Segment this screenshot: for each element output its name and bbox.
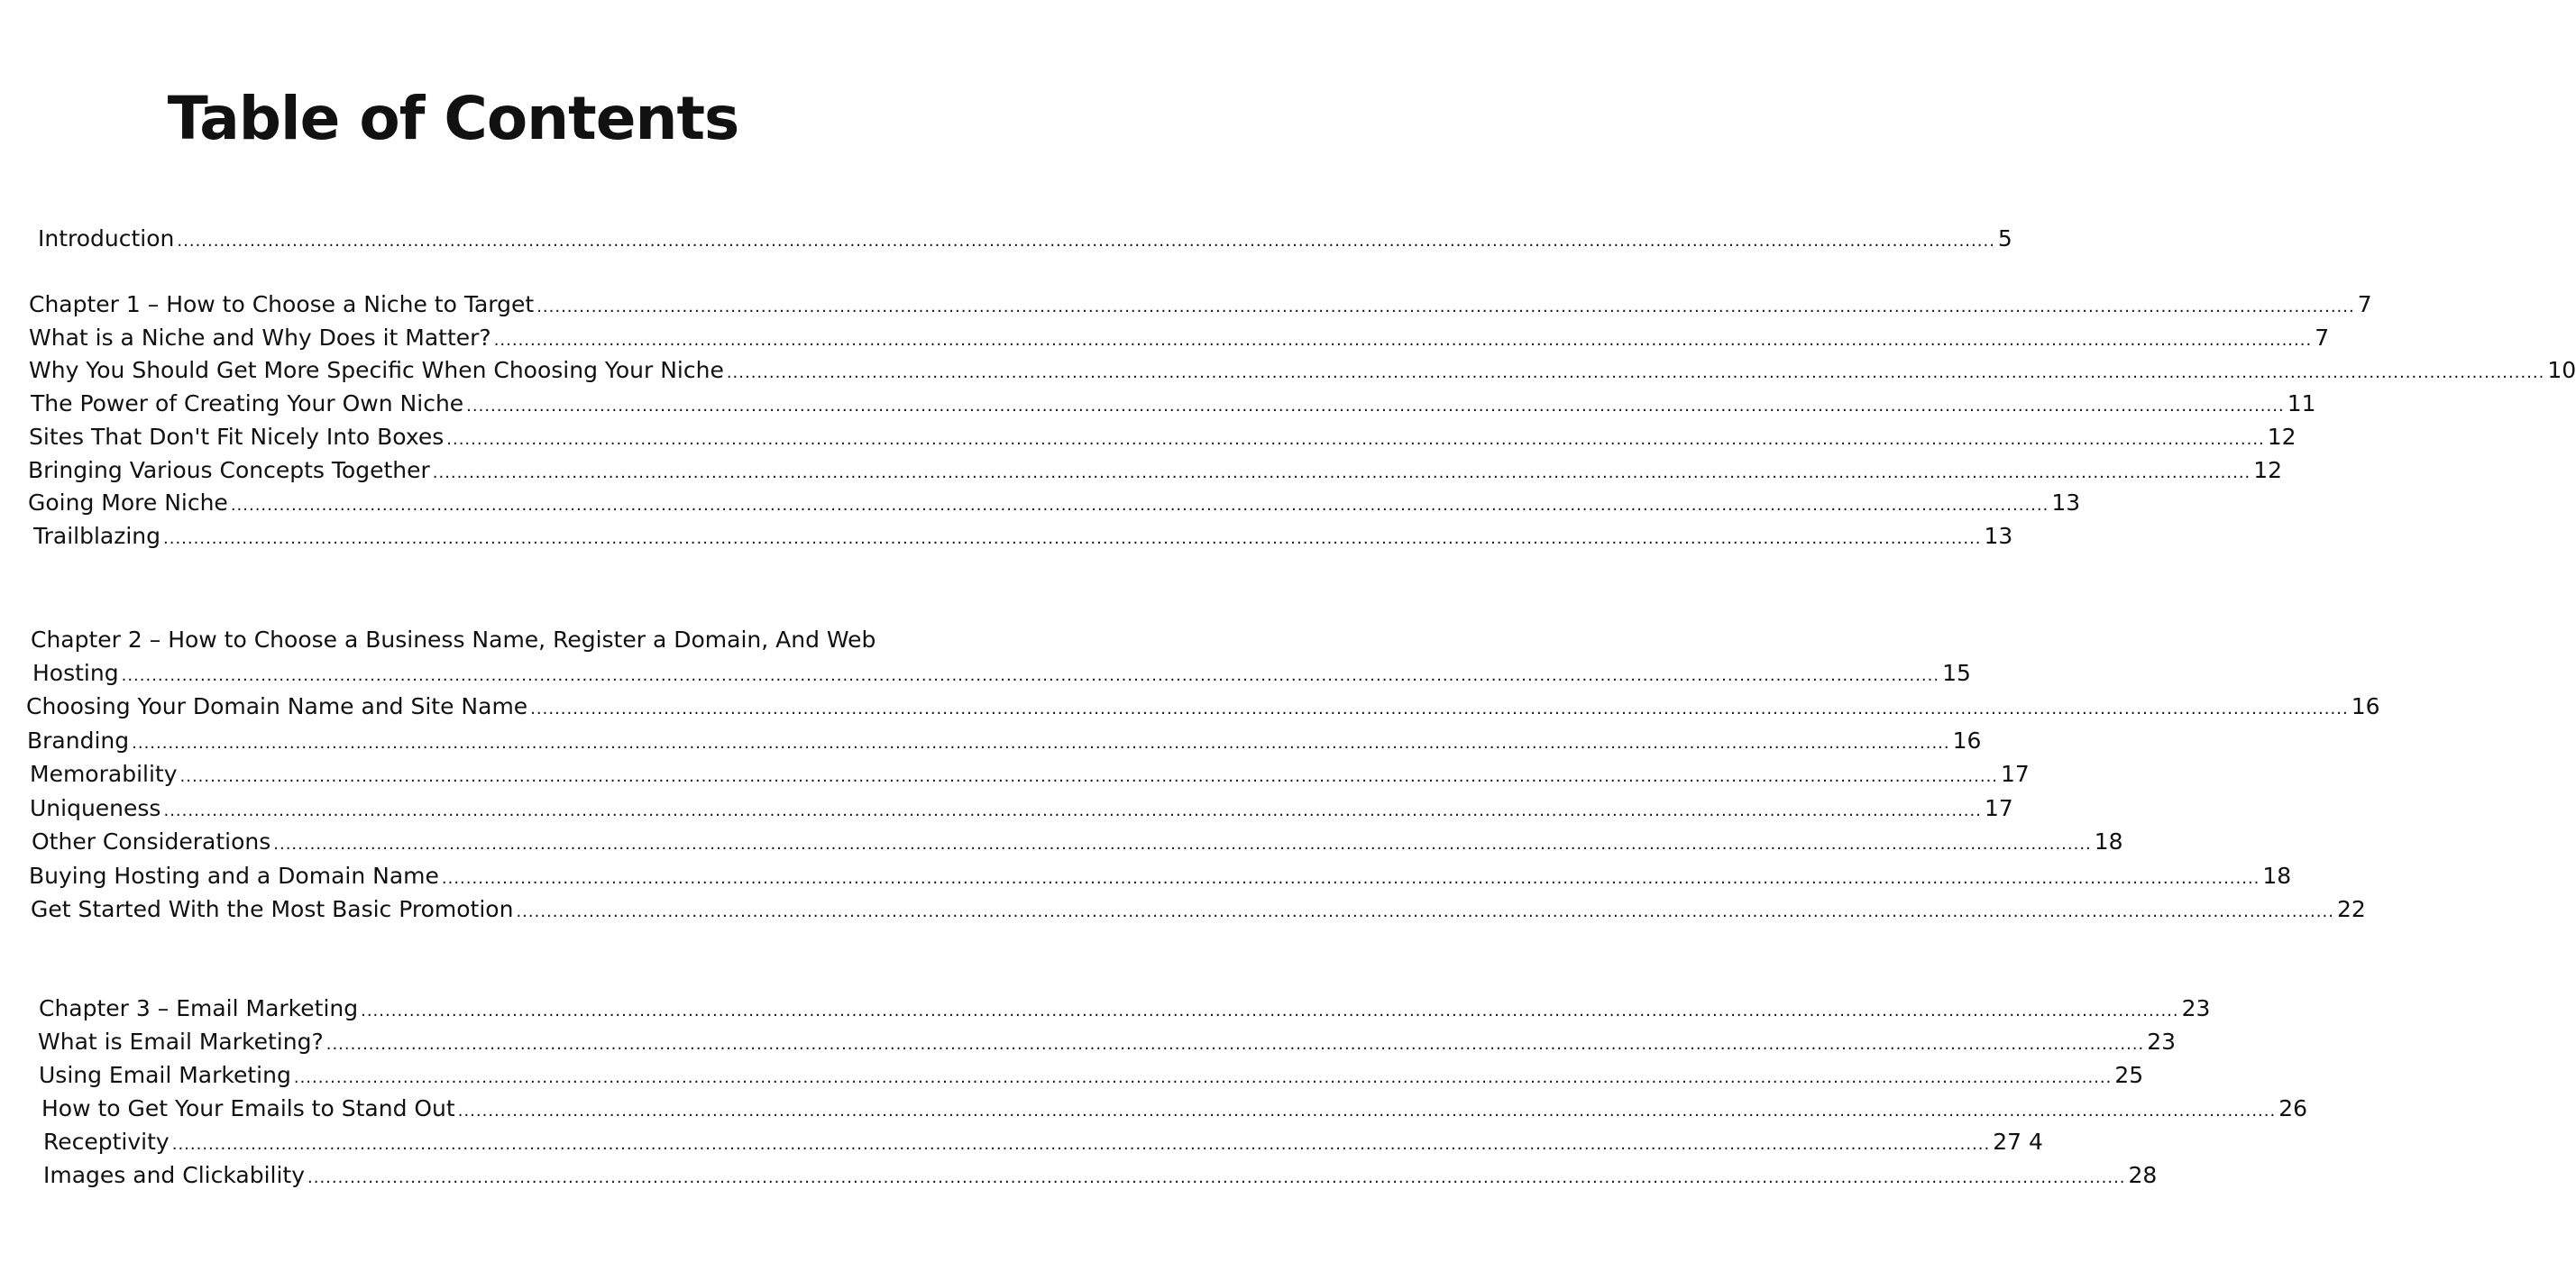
toc-entry-page: 18 <box>2262 863 2292 889</box>
toc-entry-label: How to Get Your Emails to Stand Out <box>41 1095 455 1121</box>
toc-entry-label: Buying Hosting and a Domain Name <box>29 863 439 889</box>
toc-entry[interactable] <box>27 726 1982 756</box>
page-title: Table of Contents <box>167 84 739 153</box>
toc-entry-page: 17 <box>2001 761 2030 787</box>
dot-leader: ............................................................................................................................................................................................................................................................................................................ <box>493 331 2313 350</box>
dot-leader: ............................................................................................................................................................................................................................................................................................................ <box>293 1068 2113 1087</box>
toc-entry-introduction[interactable] <box>38 224 2012 254</box>
dot-leader: ............................................................................................................................................................................................................................................................................................................ <box>132 734 1950 753</box>
toc-entry-label: Going More Niche <box>28 490 228 516</box>
toc-entry-page: 10 <box>2547 357 2576 383</box>
toc-entry[interactable] <box>41 1093 2308 1124</box>
toc-entry-page: 16 <box>1952 727 1982 754</box>
toc-entry[interactable] <box>30 759 2030 790</box>
toc-entry-label: The Power of Creating Your Own Niche <box>31 390 464 416</box>
toc-entry-page: 15 <box>1942 660 1971 686</box>
dot-leader: ............................................................................................................................................................................................................................................................................................................ <box>446 430 2265 449</box>
toc-entry-page: 23 <box>2147 1029 2177 1055</box>
toc-entry-label: Get Started With the Most Basic Promotion <box>31 896 514 922</box>
toc-entry-label: Receptivity <box>43 1129 170 1155</box>
toc-entry-label: Hosting <box>32 660 119 686</box>
dot-leader: ............................................................................................................................................................................................................................................................................................................ <box>171 1135 1991 1154</box>
dot-leader: ............................................................................................................................................................................................................................................................................................................ <box>536 297 2355 316</box>
dot-leader: ............................................................................................................................................................................................................................................................................................................ <box>230 496 2049 515</box>
toc-entry-label: Memorability <box>30 761 178 787</box>
toc-entry-page: 18 <box>2094 828 2123 855</box>
toc-entry-page: 28 <box>2128 1162 2158 1188</box>
toc-entry[interactable] <box>29 323 2330 353</box>
dot-leader: ............................................................................................................................................................................................................................................................................................................ <box>163 801 1982 820</box>
toc-entry-label: Images and Clickability <box>43 1162 306 1188</box>
toc-entry[interactable] <box>33 521 2013 552</box>
toc-entry[interactable] <box>29 861 2292 892</box>
toc-entry[interactable] <box>39 1060 2144 1091</box>
toc-entry-label: What is Email Marketing? <box>38 1029 324 1055</box>
dot-leader: ............................................................................................................................................................................................................................................................................................................ <box>726 363 2545 382</box>
toc-chapter-2-heading[interactable]: Chapter 2 – How to Choose a Business Name, Register a Domain, And Web <box>31 627 876 653</box>
toc-entry-page: 25 <box>2114 1062 2144 1088</box>
toc-entry-label: Uniqueness <box>30 795 161 821</box>
toc-entry-label: What is a Niche and Why Does it Matter? <box>29 325 491 351</box>
toc-entry[interactable] <box>43 1127 2043 1157</box>
toc-entry[interactable] <box>29 355 2576 386</box>
toc-entry-chapter-3[interactable] <box>39 993 2211 1024</box>
dot-leader: ............................................................................................................................................................................................................................................................................................................ <box>457 1102 2277 1121</box>
toc-entry-label: Bringing Various Concepts Together <box>28 457 430 483</box>
toc-entry-label: Branding <box>27 727 130 754</box>
toc-entry[interactable] <box>31 894 2366 925</box>
dot-leader: ............................................................................................................................................................................................................................................................................................................ <box>466 397 2285 416</box>
toc-entry[interactable] <box>31 389 2316 419</box>
toc-entry-label: Introduction <box>38 225 175 252</box>
toc-entry[interactable] <box>38 1027 2177 1057</box>
toc-entry-label: Trailblazing <box>33 523 161 549</box>
toc-entry-page: 13 <box>2051 490 2081 516</box>
toc-entry-label: Using Email Marketing <box>39 1062 291 1088</box>
toc-entry[interactable] <box>28 455 2283 486</box>
dot-leader: ............................................................................................................................................................................................................................................................................................................ <box>179 767 1999 786</box>
toc-entry-label: Choosing Your Domain Name and Site Name <box>26 693 528 719</box>
toc-entry-page: 23 <box>2181 995 2211 1021</box>
toc-entry-page: 7 <box>2357 291 2372 317</box>
toc-entry-page: 5 <box>1997 225 2012 252</box>
toc-entry-page: 26 <box>2278 1095 2308 1121</box>
toc-entry[interactable] <box>32 827 2123 857</box>
dot-leader: ............................................................................................................................................................................................................................................................................................................ <box>441 869 2260 888</box>
toc-entry[interactable] <box>26 691 2380 722</box>
dot-leader: ............................................................................................................................................................................................................................................................................................................ <box>273 835 2092 854</box>
toc-entry-page: 11 <box>2287 390 2316 416</box>
dot-leader: ............................................................................................................................................................................................................................................................................................................ <box>325 1035 2145 1054</box>
dot-leader: ............................................................................................................................................................................................................................................................................................................ <box>432 463 2251 482</box>
toc-entry-page: 22 <box>2336 896 2366 922</box>
toc-entry-label: Other Considerations <box>32 828 271 855</box>
toc-entry-label: Why You Should Get More Specific When Choosing Your Niche <box>29 357 724 383</box>
toc-entry-chapter-1[interactable] <box>29 289 2372 320</box>
toc-entry-page: 13 <box>1984 523 2013 549</box>
dot-leader: ............................................................................................................................................................................................................................................................................................................ <box>530 700 2349 718</box>
dot-leader: ............................................................................................................................................................................................................................................................................................................ <box>177 232 1995 251</box>
toc-entry-chapter-2[interactable] <box>32 658 1971 689</box>
toc-entry-page: 12 <box>2267 424 2296 450</box>
toc-entry[interactable] <box>28 488 2081 518</box>
toc-entry-label: Sites That Don't Fit Nicely Into Boxes <box>29 424 445 450</box>
dot-leader: ............................................................................................................................................................................................................................................................................................................ <box>516 902 2334 921</box>
toc-entry-label: Chapter 1 – How to Choose a Niche to Target <box>29 291 535 317</box>
toc-entry[interactable] <box>29 422 2296 453</box>
toc-entry-page: 12 <box>2253 457 2283 483</box>
toc-entry-page: 17 <box>1984 795 2013 821</box>
dot-leader: ............................................................................................................................................................................................................................................................................................................ <box>121 666 1940 685</box>
toc-entry[interactable] <box>30 793 2013 824</box>
toc-entry[interactable] <box>43 1160 2158 1191</box>
dot-leader: ............................................................................................................................................................................................................................................................................................................ <box>361 1002 2179 1020</box>
toc-entry-label: Chapter 3 – Email Marketing <box>39 995 359 1021</box>
toc-entry-page: 7 <box>2315 325 2330 351</box>
toc-entry-page: 27 4 <box>1993 1129 2043 1155</box>
dot-leader: ............................................................................................................................................................................................................................................................................................................ <box>307 1168 2126 1187</box>
toc-entry-page: 16 <box>2351 693 2380 719</box>
dot-leader: ............................................................................................................................................................................................................................................................................................................ <box>163 529 1982 548</box>
